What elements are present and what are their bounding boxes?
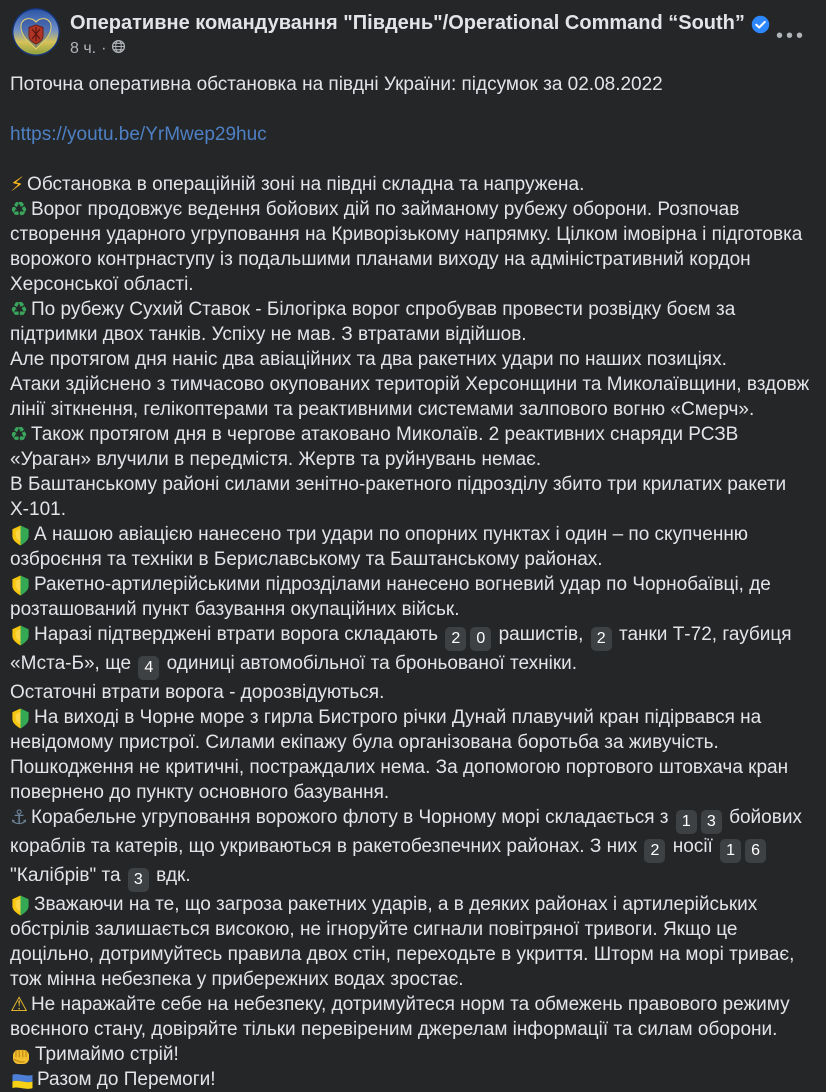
keycap-digit-icon: 0 — [470, 627, 491, 651]
beginner-icon — [10, 573, 31, 597]
keycap-digit-icon: 3 — [128, 868, 149, 892]
post-title: Поточна оперативна обстановка на півдні України: підсумок за 02.08.2022 — [10, 74, 663, 95]
post-text: Зважаючи на те, що загроза ракетних ударів, а в деяких районах і артилерійських обстрілів залишається високою, не ігноруйте сигнали повітряної тривоги. Якщо це доцільно, дотримуйтесь правила двох стін, переходьте в укриття. Шторм на морі триває, тож мінна небезпека у прибережних водах зростає. — [10, 894, 795, 990]
header-info — [70, 8, 770, 59]
post-paragraph — [10, 347, 814, 372]
post-text: А нашою авіацією нанесено три удари по опорних пунктах і один – по скупченню озброєння та техніки в Бериславському та Баштанському районах. — [10, 524, 749, 570]
post-text: носії — [667, 836, 719, 857]
recycle-icon: ♻ — [10, 422, 28, 446]
post-text: Тримаймо стрій! — [35, 1044, 179, 1065]
post-paragraph — [10, 1042, 814, 1067]
keycap-digit-icon: 4 — [138, 656, 159, 680]
post-paragraph — [10, 1067, 814, 1092]
post-paragraph — [10, 892, 814, 992]
post-text: На виході в Чорне море з гирла Бистрого річки Дунай плавучий кран підірвався на невідомому пристрої. Силами екіпажу була організована боротьба за живучість. Пошкодження не критичні, постраждалих нема. За допомогою портового штовхача кран повернено до пункту основного базування. — [10, 707, 789, 803]
keycap-digit-icon: 2 — [591, 627, 612, 651]
verified-badge-icon — [751, 15, 770, 34]
post-text: вдк. — [150, 865, 191, 886]
post-paragraph — [10, 372, 814, 422]
post-text: Ракетно-артилерійськими підрозділами нанесено вогневий удар по Чорнобаївці, де розташований пункт базування окупаційних військ. — [10, 574, 771, 620]
post-text: Атаки здійснено з тимчасово окупованих територій Херсонщини та Миколаївщини, вздовж лінії зіткнення, гелікоптерами та реактивними системами залпового вогню «Смерч». — [10, 374, 810, 420]
meta-separator: · — [101, 40, 107, 57]
post-paragraph — [10, 522, 814, 572]
post-meta — [70, 39, 770, 59]
post-paragraph — [10, 992, 814, 1042]
post-paragraph — [10, 680, 814, 705]
post-text: Не наражайте себе на небезпеку, дотримуйтеся норм та обмежень правового режиму воєнного стану, довіряйте тільки перевіреним джерелам інформації та силам оборони. — [10, 994, 790, 1040]
post-text: В Баштанському районі силами зенітно-ракетного підрозділу збито три крилатих ракети Х-101. — [10, 474, 787, 520]
post-body — [10, 172, 814, 1092]
post-paragraph — [10, 622, 814, 680]
post-paragraph — [10, 422, 814, 472]
keycap-digit-icon: 6 — [745, 839, 766, 863]
post-header — [0, 0, 826, 59]
post-text: рашистів, — [493, 624, 589, 645]
post-paragraph — [10, 572, 814, 622]
post-text: Обстановка в операційній зоні на півдні складна та напружена. — [27, 174, 585, 195]
flag-ukraine-icon — [10, 1071, 34, 1092]
beginner-icon — [10, 706, 31, 730]
keycap-digit-icon: 2 — [445, 627, 466, 651]
keycap-digit-icon: 2 — [644, 839, 665, 863]
recycle-icon: ♻ — [10, 197, 28, 221]
post-link-line — [10, 122, 814, 147]
post-text: Остаточні втрати ворога - дорозвідуються. — [10, 682, 385, 703]
post-text: Корабельне угруповання ворожого флоту в Чорному морі складається з — [30, 807, 674, 828]
keycap-digit-icon: 3 — [701, 810, 722, 834]
post-text: Наразі підтверджені втрати ворога складають — [34, 624, 444, 645]
post-paragraph — [10, 297, 814, 347]
lightning-icon: ⚡ — [10, 172, 25, 196]
post-content — [0, 59, 826, 1092]
warning-icon: ⚠ — [10, 992, 28, 1016]
beginner-icon — [10, 523, 31, 547]
keycap-digit-icon: 1 — [720, 839, 741, 863]
anchor-icon: ⚓ — [10, 805, 28, 829]
avatar-emblem-icon — [12, 8, 60, 56]
post-paragraph — [10, 705, 814, 805]
post-link[interactable]: https://youtu.be/YrMwep29huc — [10, 124, 267, 145]
post-text: бойових кораблів та катерів, що укриваються в ракетобезпечних районах. З них — [10, 807, 802, 857]
post-text: Також протягом дня в чергове атаковано Миколаїв. 2 реактивних снаряди РСЗВ «Ураган» влучили в передмістя. Жертв та руйнувань немає. — [10, 424, 739, 470]
post-text: "Калібрів" та — [10, 865, 126, 886]
post-text: Ворог продовжує ведення бойових дій по займаному рубежу оборони. Розпочав створення ударного угруповання на Криворізькому напрямку. Цілком імовірна і підготовка ворожого контрнаступу із подальшими планами виходу на адміністративний кордон Херсонської області. — [10, 199, 803, 295]
post-text: Разом до Перемоги! — [37, 1069, 216, 1090]
post-text: Але протягом дня наніс два авіаційних та два ракетних удари по наших позиціях. — [10, 349, 727, 370]
more-options-button[interactable]: ••• — [775, 25, 806, 47]
post-paragraph — [10, 805, 814, 892]
recycle-icon: ♻ — [10, 297, 28, 321]
page-name[interactable]: Оперативне командування "Південь"/Operational Command “South” — [70, 12, 745, 34]
beginner-icon — [10, 623, 31, 647]
post-text: По рубежу Сухий Ставок - Білогірка ворог спробував провести розвідку боєм за підтримки двох танків. Успіху не мав. З втратами відійшов. — [10, 299, 736, 345]
beginner-icon — [10, 893, 31, 917]
globe-public-icon — [111, 39, 126, 59]
fist-icon — [10, 1045, 32, 1067]
post-paragraph — [10, 172, 814, 197]
keycap-digit-icon: 1 — [676, 810, 697, 834]
post-text: одиниці автомобільної та броньованої техніки. — [161, 653, 578, 674]
post-paragraph — [10, 197, 814, 297]
post-timestamp[interactable]: 8 ч. — [70, 40, 97, 57]
page-avatar[interactable] — [12, 8, 60, 56]
post-paragraph — [10, 472, 814, 522]
post-text: танки Т-72, гаубиця «Мста-Б», ще — [10, 624, 792, 674]
